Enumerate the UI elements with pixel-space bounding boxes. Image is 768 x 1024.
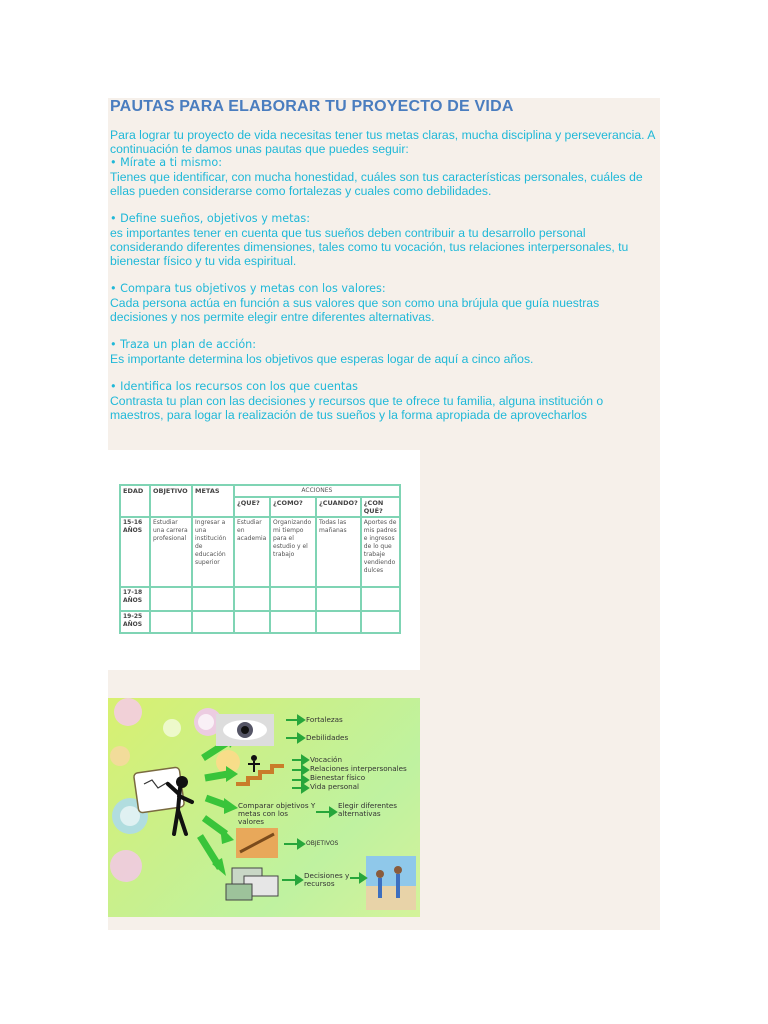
cell-que: [234, 611, 270, 633]
life-plan-table-image: [108, 450, 420, 670]
cell-como: Organizando mi tiempo para el estudio y el trabajo: [270, 517, 316, 587]
cell-que: [234, 587, 270, 611]
table-row: [120, 611, 400, 633]
label-vocacion: Vocación: [310, 755, 343, 764]
header-objetivo: OBJETIVO: [150, 485, 192, 517]
page-title: PAUTAS PARA ELABORAR TU PROYECTO DE VIDA: [110, 98, 514, 115]
cell-edad: 19-25 AÑOS: [120, 611, 150, 633]
label-elegir: Elegir diferentes alternativas: [338, 801, 398, 818]
cell-metas: [192, 611, 234, 633]
header-acciones: ACCIONES: [234, 485, 400, 497]
cell-cuando: [316, 611, 361, 633]
cell-metas: Ingresar a una institución de educación superior: [192, 517, 234, 587]
cell-con-que: [361, 611, 400, 633]
cell-objetivo: [150, 611, 192, 633]
cell-como: [270, 611, 316, 633]
table-row: [120, 587, 400, 611]
body-text: [110, 128, 658, 422]
label-objetivos: OBJETIVOS: [306, 840, 339, 847]
cell-con-que: Aportes de mis padres e ingresos de lo que trabaje vendiendo dulces: [361, 517, 400, 587]
cell-como: [270, 587, 316, 611]
section-heading: • Define sueños, objetivos y metas:: [110, 212, 310, 225]
section-heading: • Mírate a ti mismo:: [110, 156, 223, 169]
label-comparar: Comparar objetivos Y metas con los valores: [238, 801, 316, 826]
header-con-que: ¿CON QUÉ?: [361, 497, 400, 517]
header-como: ¿COMO?: [270, 497, 316, 517]
header-cuando: ¿CUANDO?: [316, 497, 361, 517]
section-text: Es importante determina los objetivos que esperas logar de aquí a cinco años.: [110, 352, 534, 366]
cell-con-que: [361, 587, 400, 611]
label-debilidades: Debilidades: [306, 733, 349, 742]
section-heading: • Traza un plan de acción:: [110, 338, 257, 351]
section-heading: • Compara tus objetivos y metas con los valores:: [110, 282, 386, 295]
table-row: [120, 517, 400, 587]
label-fortalezas: Fortalezas: [306, 715, 343, 724]
section-heading: • Identifica los recursos con los que cuentas: [110, 380, 359, 393]
header-edad: EDAD: [120, 485, 150, 517]
section-text: Contrasta tu plan con las decisiones y recursos que te ofrece tu familia, alguna institución o maestros, para logar la realización de tus sueños y la forma apropiada de aprovecharlos: [110, 394, 604, 422]
label-relaciones: Relaciones interpersonales: [310, 764, 407, 773]
cell-que: Estudiar en academia: [234, 517, 270, 587]
section-text: Tienes que identificar, con mucha honestidad, cuáles son tus características personales, cuáles de ellas pueden considerarse como fortalezas y cuales como debilidades.: [110, 170, 643, 198]
cell-edad: 17-18 AÑOS: [120, 587, 150, 611]
section-text: es importantes tener en cuenta que tus sueños deben contribuir a tu desarrollo personal considerando diferentes dimensiones, tales como tu vocación, tus relaciones interpersonales, tu bienestar físico y tu vida espiritual.: [110, 226, 629, 268]
header-metas: METAS: [192, 485, 234, 517]
life-plan-table: [119, 484, 401, 634]
cell-cuando: Todas las mañanas: [316, 517, 361, 587]
cell-metas: [192, 587, 234, 611]
cell-edad: 15-16 AÑOS: [120, 517, 150, 587]
label-decisiones: Decisiones y recursos: [304, 871, 350, 888]
document-page: [108, 98, 660, 930]
life-plan-diagram-image: [108, 698, 420, 917]
cell-objetivo: Estudiar una carrera profesional: [150, 517, 192, 587]
section-text: Cada persona actúa en función a sus valores que son como una brújula que guía nuestras decisiones y nos permite elegir entre diferentes alternativas.: [110, 296, 600, 324]
label-bienestar: Bienestar físico: [310, 773, 366, 782]
cell-objetivo: [150, 587, 192, 611]
intro-paragraph: Para lograr tu proyecto de vida necesitas tener tus metas claras, mucha disciplina y perseverancia. A continuación te damos unas pautas que puedes seguir:: [110, 128, 655, 156]
header-que: ¿QUE?: [234, 497, 270, 517]
cell-cuando: [316, 587, 361, 611]
label-vida: Vida personal: [310, 782, 360, 791]
